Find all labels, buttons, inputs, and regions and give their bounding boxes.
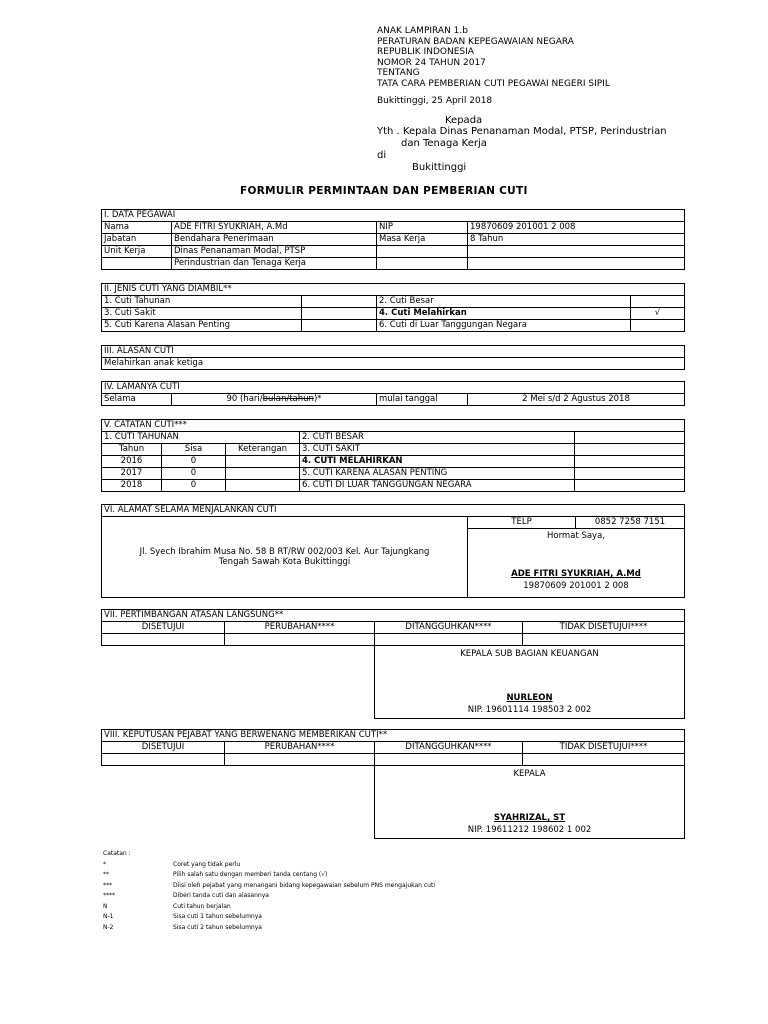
cuti-melahirkan-label: 4. CUTI MELAHIRKAN <box>300 456 575 468</box>
telp-value: 0852 7258 7151 <box>576 517 685 529</box>
official-position: KEPALA <box>513 769 546 779</box>
nama-label: Nama <box>102 222 172 234</box>
address-line: Tengah Sawah Kota Bukittinggi <box>218 557 351 567</box>
decision-box[interactable] <box>102 634 225 646</box>
check-mark[interactable]: √ <box>631 308 685 320</box>
official-name: SYAHRIZAL, ST <box>493 813 566 823</box>
col-disetujui: DISETUJUI <box>102 622 225 634</box>
letter-date: Bukittinggi, 25 April 2018 <box>377 96 493 106</box>
option-checkbox[interactable] <box>631 296 685 308</box>
mulai-label: mulai tanggal <box>377 394 468 406</box>
di-label: di <box>377 150 387 161</box>
header-line: PERATURAN BADAN KEPEGAWAIAN NEGARA <box>377 36 574 47</box>
option-cuti-besar: 2. Cuti Besar <box>377 296 631 308</box>
section-heading: III. ALASAN CUTI <box>102 346 685 358</box>
decision-box[interactable] <box>225 634 375 646</box>
note-item: N Cuti tahun berjalan <box>103 902 231 910</box>
luar-tanggungan-label: 6. CUTI DI LUAR TANGGUNGAN NEGARA <box>300 480 575 492</box>
option-luar-tanggungan: 6. Cuti di Luar Tanggungan Negara <box>377 320 631 332</box>
cuti-tahunan-label: 1. CUTI TAHUNAN <box>102 432 300 444</box>
address-line: Jl. Syech Ibrahim Musa No. 58 B RT/RW 002/003 Kel. Aur Tajungkang <box>139 547 430 557</box>
duration-value: 90 (hari/bulan/tahun)* <box>172 394 377 406</box>
form-title: FORMULIR PERMINTAAN DAN PEMBERIAN CUTI <box>240 185 528 197</box>
unit-kerja-value: Dinas Penanaman Modal, PTSP <box>172 246 377 258</box>
reason-value: Melahirkan anak ketiga <box>102 358 685 370</box>
option-cuti-melahirkan: 4. Cuti Melahirkan <box>377 308 631 320</box>
unit-kerja-value-2: Perindustrian dan Tenaga Kerja <box>172 258 377 270</box>
header-line: NOMOR 24 TAHUN 2017 <box>377 57 486 68</box>
unit-kerja-label: Unit Kerja <box>102 246 172 258</box>
struck-unit: bulan/tahun <box>262 394 314 404</box>
period-value: 2 Mei s/d 2 Agustus 2018 <box>468 394 685 406</box>
section-heading: V. CATATAN CUTI*** <box>102 420 685 432</box>
selama-label: Selama <box>102 394 172 406</box>
cuti-besar-label: 2. CUTI BESAR <box>300 432 575 444</box>
signature-block <box>468 529 685 598</box>
table-row: 2018 0 6. CUTI DI LUAR TANGGUNGAN NEGARA <box>102 480 685 492</box>
header-line: TENTANG <box>377 68 420 78</box>
recipient-line-2: dan Tenaga Kerja <box>401 138 487 149</box>
official-block <box>375 766 685 839</box>
option-checkbox[interactable] <box>631 320 685 332</box>
col-perubahan: PERUBAHAN**** <box>225 622 375 634</box>
telp-label: TELP <box>468 517 576 529</box>
approver-block <box>375 646 685 719</box>
option-cuti-tahunan: 1. Cuti Tahunan <box>102 296 302 308</box>
nama-value: ADE FITRI SYUKRIAH, A.Md <box>172 222 377 234</box>
section-heading: VI. ALAMAT SELAMA MENJALANKAN CUTI <box>102 505 685 517</box>
decision-box[interactable] <box>102 754 225 766</box>
table-row: 2017 0 5. CUTI KARENA ALASAN PENTING <box>102 468 685 480</box>
regulation-header <box>377 26 610 89</box>
option-checkbox[interactable] <box>302 308 377 320</box>
section-heading: II. JENIS CUTI YANG DIAMBIL** <box>102 284 685 296</box>
section-lamanya-cuti <box>101 381 685 406</box>
section-keputusan <box>101 729 685 839</box>
decision-box[interactable] <box>375 634 523 646</box>
jabatan-label: Jabatan <box>102 234 172 246</box>
masa-kerja-value: 8 Tahun <box>468 234 685 246</box>
section-pertimbangan <box>101 609 685 719</box>
section-heading: I. DATA PEGAWAI <box>102 210 685 222</box>
section-heading: VIII. KEPUTUSAN PEJABAT YANG BERWENANG MEMBERIKAN CUTI** <box>102 730 685 742</box>
recipient-line: Yth . Kepala Dinas Penanaman Modal, PTSP, Perindustrian <box>377 126 667 137</box>
note-item: * Coret yang tidak perlu <box>103 860 241 868</box>
col-ditangguhkan: DITANGGUHKAN**** <box>375 622 523 634</box>
kepada-label: Kepada <box>445 115 483 126</box>
col-sisa: Sisa <box>162 444 226 456</box>
official-nip: NIP. 19611212 198602 1 002 <box>467 825 592 835</box>
signer-name: ADE FITRI SYUKRIAH, A.Md <box>511 569 641 579</box>
section-heading: VII. PERTIMBANGAN ATASAN LANGSUNG** <box>102 610 685 622</box>
col-keterangan: Keterangan <box>226 444 300 456</box>
section-heading: IV. LAMANYA CUTI <box>102 382 685 394</box>
col-perubahan: PERUBAHAN**** <box>225 742 375 754</box>
col-tidak-disetujui: TIDAK DISETUJUI**** <box>523 622 685 634</box>
col-disetujui: DISETUJUI <box>102 742 225 754</box>
header-line: ANAK LAMPIRAN 1.b <box>377 26 468 36</box>
header-line: REPUBLIK INDONESIA <box>377 47 474 57</box>
nip-label: NIP <box>377 222 468 234</box>
section-jenis-cuti <box>101 283 685 332</box>
hormat-saya: Hormat Saya, <box>546 531 605 541</box>
decision-box[interactable] <box>523 754 685 766</box>
col-ditangguhkan: DITANGGUHKAN**** <box>375 742 523 754</box>
note-item: N-2 Sisa cuti 2 tahun sebelumnya <box>103 923 262 931</box>
section-alasan-cuti <box>101 345 685 370</box>
option-checkbox[interactable] <box>302 296 377 308</box>
note-item: N-1 Sisa cuti 1 tahun sebelumnya <box>103 913 262 920</box>
note-item: *** Diisi oleh pejabat yang menangani bidang kepegawaian sebelum PNS mengajukan cuti <box>103 881 435 889</box>
col-tahun: Tahun <box>102 444 162 456</box>
alasan-penting-label: 5. CUTI KARENA ALASAN PENTING <box>300 468 575 480</box>
header-line: TATA CARA PEMBERIAN CUTI PEGAWAI NEGERI SIPIL <box>377 78 610 89</box>
notes <box>103 849 603 933</box>
address-cell <box>102 517 468 598</box>
decision-box[interactable] <box>375 754 523 766</box>
section-catatan-cuti <box>101 419 685 492</box>
nip-value: 19870609 201001 2 008 <box>468 222 685 234</box>
approver-position: KEPALA SUB BAGIAN KEUANGAN <box>460 649 599 659</box>
note-item: **** Diberi tanda cuti dan alasannya <box>103 892 269 899</box>
option-cuti-sakit: 3. Cuti Sakit <box>102 308 302 320</box>
option-checkbox[interactable] <box>302 320 377 332</box>
cuti-sakit-label: 3. CUTI SAKIT <box>300 444 575 456</box>
table-row: 2016 0 4. CUTI MELAHIRKAN <box>102 456 685 468</box>
recipient-city: Bukittinggi <box>412 162 467 173</box>
section-alamat <box>101 504 685 598</box>
signer-nip: 19870609 201001 2 008 <box>523 581 629 591</box>
masa-kerja-label: Masa Kerja <box>377 234 468 246</box>
approver-nip: NIP. 19601114 198503 2 002 <box>467 705 592 715</box>
approver-name: NURLEON <box>506 693 553 703</box>
section-data-pegawai <box>101 209 685 270</box>
note-item: ** Pilih salah satu dengan memberi tanda centang (√) <box>103 871 328 878</box>
jabatan-value: Bendahara Penerimaan <box>172 234 377 246</box>
option-alasan-penting: 5. Cuti Karena Alasan Penting <box>102 320 302 332</box>
notes-heading: Catatan : <box>103 850 131 857</box>
col-tidak-disetujui: TIDAK DISETUJUI**** <box>523 742 685 754</box>
decision-box[interactable] <box>225 754 375 766</box>
decision-box[interactable] <box>523 634 685 646</box>
